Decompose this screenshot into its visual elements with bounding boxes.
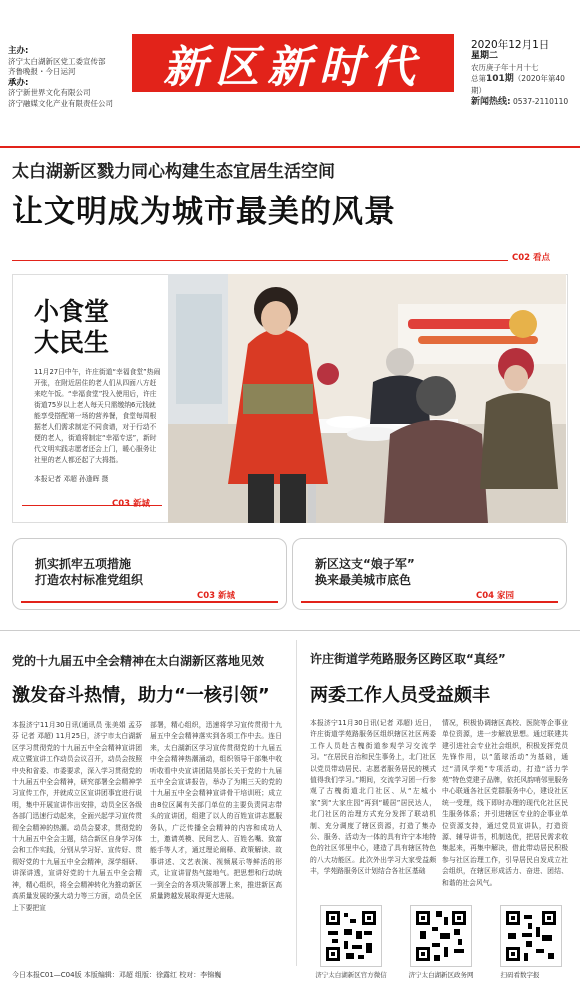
- right-article-body-col1: 本报济宁11月30日讯(记者 邓超) 近日，许庄街道学苑路服务区组织辖区社区两委工作人员赴古槐街道参观学习交流学习。“在居民自治和民生事务上，北门社区以党员带动居民、志愿者服务居民的模式值得我们学习。”期间，交流学习团一行参观了古槐街道北门社区、从“左城小家”到“大家庄园”再到“暖居”居民达人，北门社区的治理方式充分发挥了联动机制、充分调度了辖区资源，打造了集办公、服务、活动为一体的具有许宁本地特色的社区邻里中心，建造了具有辖区特色的八大功能区。此次外出学习大家受益颇丰，学苑路服务区计划结合各社区基础: [310, 719, 436, 876]
- photo-story-title: [34, 296, 109, 358]
- issue-date: 2020年12月1日: [471, 39, 550, 51]
- issue-weekday: 星期二: [471, 51, 499, 61]
- left-article-body-col1: 本报济宁11月30日讯(通讯员 张美娟 孟芬芬 记者 邓超) 11月25日，济宁市太白湖新区学习贯彻党的十九届五中全会精神宣讲团成立暨宣讲工作动员会议召开，动员会按照中央和省委、市委要求，深入学习贯彻党的十九届五中全会精神，研究部署全会精神学习宣传工作，并就成立区宣讲团事宜进行说明，集中开展宣讲作出安排，动员全区各级各部门迅速行动起来，全面兴起学习宣传贯彻全会精神的热潮。动员会要求，贯彻党的十九届五中全会主题，结合新区自身学习体会和工作实践，分别从学习好、宣传好、贯彻好党的十九届五中全会精神，深学细研、讲深讲透，宣讲好党的十九届五中全会精神，精心组织，将全会精神转化为推动新区高质量发展的强大动力等三方面，动员全区上下要把宣: [12, 721, 142, 912]
- promo-line1: 抓实抓牢五项措施: [35, 557, 132, 571]
- photo-story-byline: 本报记者 邓超 孙逢晖 摄: [34, 475, 109, 483]
- top-story-rule: [12, 260, 508, 261]
- promo-box-organization[interactable]: [12, 538, 287, 610]
- photo-story-title-line2: 大民生: [34, 328, 110, 357]
- issue-prefix: 总第: [471, 74, 486, 83]
- top-story-kicker: 太白湖新区戮力同心构建生态宜居生活空间: [12, 162, 335, 182]
- left-article-headline[interactable]: 激发奋斗热情，助力“一核引领”: [12, 685, 270, 706]
- issue-num: 101期: [486, 74, 514, 84]
- photo-story-title-line1: 小食堂: [34, 297, 110, 326]
- page-footer-credits: 今日本报C01—C04版 本版编辑：邓超 组版：徐露红 校对：李锦巍: [12, 971, 222, 979]
- qr-code-gov-site[interactable]: [410, 905, 472, 967]
- canteen-photo: [168, 274, 566, 523]
- masthead-sponsors: [8, 46, 134, 109]
- qr-label-digital-paper: 扫码看数字报: [500, 971, 540, 979]
- column-divider: [296, 640, 297, 966]
- right-article-kicker: 许庄街道学苑路服务区跨区取“真经”: [310, 652, 506, 666]
- hotline-label: 新闻热线:: [471, 97, 511, 107]
- right-article-headline[interactable]: 两委工作人员受益颇丰: [310, 685, 490, 706]
- qr-code-digital-paper[interactable]: [500, 905, 562, 967]
- organizer-2: 济宁融媒文化产业有限责任公司: [8, 98, 113, 108]
- issue-number: [471, 73, 576, 96]
- promo-box-women-team[interactable]: [292, 538, 567, 610]
- promo-page-ref[interactable]: C04 家园: [476, 591, 515, 601]
- hotline-number: 0537-2110110: [513, 97, 569, 106]
- masthead-dateline: [471, 40, 576, 108]
- section-divider: [0, 630, 580, 631]
- newspaper-logo: 新区新时代: [132, 34, 454, 92]
- photo-story-caption: 11月27日中午，许庄街道“幸福食堂”热闹开张，在附近居住的老人们从四面八方赶来吃午饭。“幸福食堂”投入使用后，许庄街道75岁以上老人每天只需缴纳6元钱就能享受搭配第一场的营养餐，食堂每周根据老人们需求制定不同食谱，对于行动不便的老人，街道将制定“幸福专送”，新时代文明实践志愿者还会上门，暖心服务让社里的老人都还起了大拇指。: [34, 368, 161, 464]
- qr-label-wechat: 济宁太白湖新区官方微信: [315, 971, 387, 979]
- canteen-photo-illustration: [168, 274, 566, 523]
- sponsor-1: 济宁太白湖新区党工委宣传部: [8, 56, 106, 66]
- qr-code-icon: [500, 905, 562, 967]
- left-article-body-col2: 部署，精心组织，迅速将学习宣传贯彻十九届五中全会精神落实到各项工作中去。连日来，太白湖新区学习宣传贯彻党的十九届五中全会精神热潮涌动，组织领导干部集中收听收看中央宣讲团陆昊部长关于党的十九届五中全会宣讲报告，举办了为期三天的党的十九届五中全会精神宣讲骨干培训班；成立由8位区属有关部门单位的主要负责同志带头的宣讲团，组建了以人的百姓宣讲志愿服务队，广泛传播全会精神的内容和成功人士，邀请英模、民间艺人、百姓名嘴、致富能手等人才，通过理论阐释、政策解读、故事讲述、文艺表演、视频展示等鲜活的形式，让宣讲冒热气接地气。把思想和行动统一到全会的各项决策部署上来，推进新区高质量跨越发展取得更大进展。: [150, 721, 282, 901]
- promo-rule: [301, 601, 558, 603]
- qr-code-icon: [320, 905, 382, 967]
- sponsor-2: 齐鲁晚报・今日运河: [8, 67, 76, 76]
- header-divider: [0, 146, 580, 148]
- photo-story-page-ref[interactable]: C03 新城: [112, 499, 151, 509]
- promo-line2: 打造农村标准党组织: [35, 573, 144, 587]
- sponsor-label: 主办:: [8, 46, 29, 56]
- issue-suffix: （2020年第40期）: [471, 74, 565, 95]
- organizer-label: 承办:: [8, 77, 29, 88]
- qr-label-gov-site: 济宁太白湖新区政务网: [408, 971, 474, 979]
- promo-page-ref[interactable]: C03 新城: [197, 591, 236, 601]
- lunar-date: 农历庚子年十月十七: [471, 63, 539, 72]
- top-story-page-ref[interactable]: C02 看点: [512, 253, 551, 263]
- organizer-1: 济宁新世界文化有限公司: [8, 88, 91, 97]
- left-article-kicker: 党的十九届五中全会精神在太白湖新区落地见效: [12, 654, 265, 668]
- top-story-headline[interactable]: 让文明成为城市最美的风景: [12, 194, 396, 230]
- qr-code-wechat[interactable]: [320, 905, 382, 967]
- promo-line1: 新区这支“娘子军”: [315, 557, 415, 571]
- promo-rule: [21, 601, 278, 603]
- right-article-body-col2: 情况，积极协调辖区高校、医院等企事业单位资源，进一步解放思想。通过联建共建引进社会专业社会组织，积极发挥党员先锋作用，以“篮球活动”为基础，通过“清风学苑”专项活动，打造“活力学苑”特色党建子品牌，依托风韵哨邻里服务中心联通各社区党群服务中心，建设社区统一受理，线下即时办理的现代化社区民生服务体系；并引进辖区专业的企事业单位资源支持，通过党员宣讲队，打造资源、辅导讲书，机制选优，把居民需求收集起来，再集中解决，借此带动居民积极参与社区治理工作，引导居民自发成立社会组织，在辖区形成活力、奋进、团结、和谐的社会风气。: [442, 719, 568, 887]
- hotline: [471, 96, 576, 108]
- qr-code-icon: [410, 905, 472, 967]
- promo-line2: 换来最美城市底色: [315, 573, 412, 587]
